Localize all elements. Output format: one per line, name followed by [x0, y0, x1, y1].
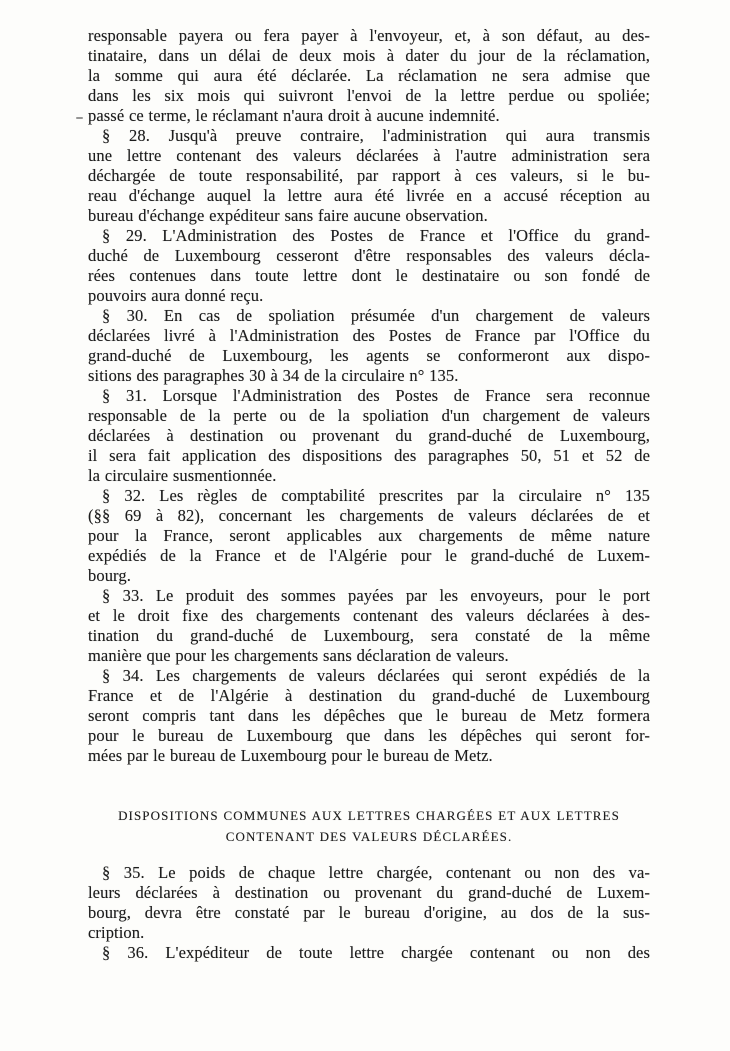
text-line: cription.: [88, 923, 145, 942]
heading-line: CONTENANT DES VALEURS DÉCLARÉES.: [225, 828, 513, 844]
text-line: la circulaire susmentionnée.: [88, 466, 277, 485]
paragraph: [88, 306, 650, 386]
text-line: § 31. Lorsque l'Administration des Postes de France sera reconnue: [102, 386, 650, 405]
text-line: pour la France, seront applicables aux chargements de même nature: [88, 526, 650, 545]
text-line: manière que pour les chargements sans déclaration de valeurs.: [88, 646, 509, 665]
text-line: pouvoirs aura donné reçu.: [88, 286, 264, 305]
text-line: § 28. Jusqu'à preuve contraire, l'administration qui aura transmis: [102, 126, 650, 145]
text-line: une lettre contenant des valeurs déclarées à l'autre administration sera: [88, 146, 650, 165]
text-line: dans les six mois qui suivront l'envoi de la lettre perdue ou spoliée;: [88, 86, 650, 105]
text-line: bureau d'échange expéditeur sans faire aucune observation.: [88, 206, 488, 225]
text-line: seront compris tant dans les dépêches que le bureau de Metz formera: [88, 706, 650, 725]
text-line: § 34. Les chargements de valeurs déclarées qui seront expédiés de la: [102, 666, 650, 685]
paragraph: [88, 486, 650, 586]
text-line: la somme qui aura été déclarée. La réclamation ne sera admise que: [88, 66, 650, 85]
text-line: (§§ 69 à 82), concernant les chargements de valeurs déclarées de et: [88, 506, 650, 525]
document-text-column: [88, 26, 650, 963]
text-line: expédiés de la France et de l'Algérie pour le grand-duché de Luxem-: [88, 546, 650, 565]
text-line: il sera fait application des dispositions des paragraphes 50, 51 et 52 de: [88, 446, 650, 465]
text-line: § 33. Le produit des sommes payées par les envoyeurs, pour le port: [102, 586, 650, 605]
text-line: § 30. En cas de spoliation présumée d'un chargement de valeurs: [102, 306, 650, 325]
text-line: § 35. Le poids de chaque lettre chargée, contenant ou non des va-: [102, 863, 650, 882]
text-line: responsable de la perte ou de la spoliation d'un chargement de valeurs: [88, 406, 650, 425]
text-line: bourg, devra être constaté par le bureau d'origine, au dos de la sus-: [88, 903, 650, 922]
text-line: déclarées à destination ou provenant du grand-duché de Luxembourg,: [88, 426, 650, 445]
text-line: § 32. Les règles de comptabilité prescrites par la circulaire n° 135: [102, 486, 650, 505]
text-line: et le droit fixe des chargements contenant des valeurs déclarées à des-: [88, 606, 650, 625]
scan-artifact: [76, 117, 83, 119]
paragraph: [88, 126, 650, 226]
paragraph: [88, 666, 650, 766]
text-line: responsable payera ou fera payer à l'envoyeur, et, à son défaut, au des-: [88, 26, 650, 45]
text-line: tination du grand-duché de Luxembourg, sera constaté de la même: [88, 626, 650, 645]
text-line: leurs déclarées à destination ou provenant du grand-duché de Luxem-: [88, 883, 650, 902]
text-line: § 29. L'Administration des Postes de France et l'Office du grand-: [102, 226, 650, 245]
paragraph: [88, 863, 650, 943]
text-line: tinataire, dans un délai de deux mois à dater du jour de la réclamation,: [88, 46, 650, 65]
text-line: grand-duché de Luxembourg, les agents se conformeront aux dispo-: [88, 346, 650, 365]
text-line: France et de l'Algérie à destination du grand-duché de Luxembourg: [88, 686, 650, 705]
text-line: mées par le bureau de Luxembourg pour le bureau de Metz.: [88, 746, 493, 765]
paragraph: [88, 226, 650, 306]
text-line: déclarées livré à l'Administration des Postes de France par l'Office du: [88, 326, 650, 345]
paragraph: [88, 26, 650, 126]
text-line: bourg.: [88, 566, 131, 585]
paragraph: [88, 586, 650, 666]
paragraph: [88, 386, 650, 486]
text-line: pour le bureau de Luxembourg que dans les dépêches qui seront for-: [88, 726, 650, 745]
section-heading: [88, 806, 650, 847]
paragraph: [88, 943, 650, 963]
text-line: passé ce terme, le réclamant n'aura droit à aucune indemnité.: [88, 106, 500, 125]
heading-line: DISPOSITIONS COMMUNES AUX LETTRES CHARGÉES ET AUX LETTRES: [118, 808, 620, 823]
text-line: rées contenues dans toute lettre dont le destinataire ou son fondé de: [88, 266, 650, 285]
text-line: reau d'échange auquel la lettre aura été livrée en a accusé réception au: [88, 186, 650, 205]
text-line: sitions des paragraphes 30 à 34 de la circulaire n° 135.: [88, 366, 459, 385]
text-line: déchargée de toute responsabilité, par rapport à ces valeurs, si le bu-: [88, 166, 650, 185]
text-line: duché de Luxembourg cesseront d'être responsables des valeurs décla-: [88, 246, 650, 265]
text-line: § 36. L'expéditeur de toute lettre chargée contenant ou non des: [102, 943, 650, 962]
